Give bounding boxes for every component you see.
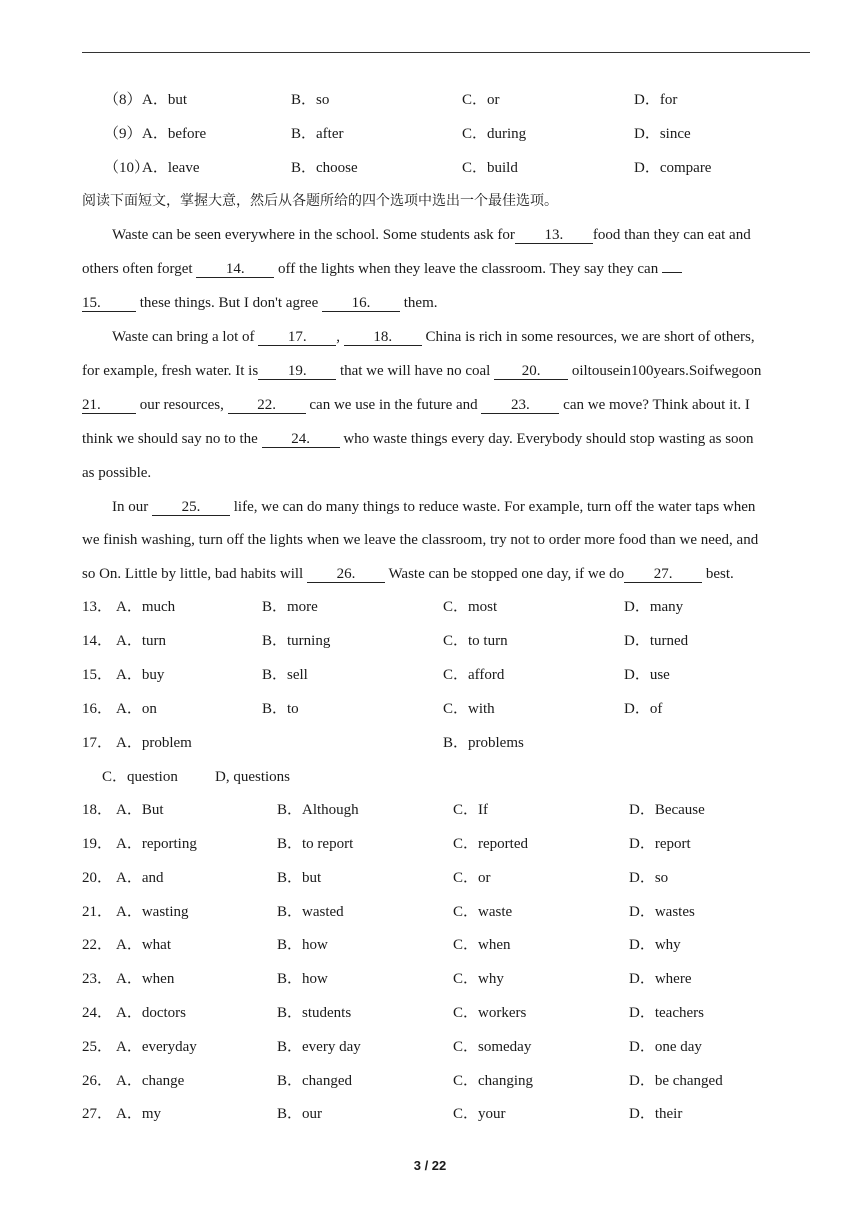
blank-15-start (662, 272, 682, 273)
option-b: B．our (277, 1106, 323, 1122)
question-number: 14． (82, 633, 113, 649)
passage-text: think we should say no to the (82, 431, 262, 447)
question-number: 26． (82, 1073, 113, 1089)
option-d: D．many (624, 599, 684, 615)
blank-21: 21. (82, 397, 136, 414)
option-d: D, questions (215, 769, 290, 785)
option-b: B．to (262, 701, 299, 717)
blank-22: 22. (228, 397, 306, 414)
option-d: D．for (634, 92, 678, 108)
passage-line (82, 259, 682, 279)
blank-18: 18. (344, 329, 422, 346)
header-rule (82, 52, 810, 53)
passage-text: these things. But I don't agree (136, 295, 322, 311)
option-c: C．question (102, 769, 178, 785)
option-a: A．leave (142, 160, 200, 176)
question-number: 23． (82, 971, 113, 987)
option-a: A．when (116, 971, 175, 987)
question-number: 15． (82, 667, 113, 683)
passage-text: can we move? Think about it. I (559, 397, 750, 413)
option-c: C．most (443, 599, 498, 615)
option-a: A．change (116, 1073, 185, 1089)
question-number: 21． (82, 904, 113, 920)
option-c: C．workers (453, 1005, 527, 1021)
option-a: A．and (116, 870, 164, 886)
option-c: C．afford (443, 667, 505, 683)
option-c: C．your (453, 1106, 506, 1122)
passage-text: who waste things every day. Everybody should stop wasting as soon (339, 431, 754, 447)
option-c: C．build (462, 160, 518, 176)
option-b: B．so (291, 92, 330, 108)
passage-text: others often forget (82, 261, 197, 277)
passage-text: best. (702, 566, 734, 582)
passage-line (112, 497, 755, 517)
option-d: D．where (629, 971, 692, 987)
question-number: 20． (82, 870, 113, 886)
passage-line (112, 225, 751, 245)
option-c: C．or (462, 92, 500, 108)
blank-13: 13. (515, 227, 593, 244)
option-b: B．wasted (277, 904, 344, 920)
option-d: D．since (634, 126, 691, 142)
option-a: A．turn (116, 633, 166, 649)
option-a: A．problem (116, 735, 192, 751)
option-number: （8） (104, 92, 142, 108)
passage-text: so On. Little by little, bad habits will (82, 566, 307, 582)
blank-27: 27. (624, 566, 702, 583)
question-number: 19． (82, 836, 113, 852)
passage-line (82, 361, 761, 381)
blank-15: 15. (82, 295, 136, 312)
passage-line (82, 293, 438, 313)
option-a: A．everyday (116, 1039, 197, 1055)
passage-text: can we use in the future and (305, 397, 482, 413)
passage-text: off the lights when they leave the classroom. They say they can (274, 261, 662, 277)
question-number: 18． (82, 802, 113, 818)
passage-text: Waste can bring a lot of (112, 329, 259, 345)
option-c: C．changing (453, 1073, 533, 1089)
passage-text: food than they can eat and (592, 227, 751, 243)
passage-text: China is rich in some resources, we are short of others, (421, 329, 755, 345)
passage-line: as possible. (82, 465, 152, 481)
option-c: C．someday (453, 1039, 532, 1055)
option-d: D．why (629, 937, 681, 953)
section-instruction: 阅读下面短文，掌握大意，然后从各题所给的四个选项中选出一个最佳选项。 (82, 193, 558, 209)
passage-text: oiltousein100years.Soifwegoon (568, 363, 762, 379)
passage-text: Waste can be seen everywhere in the school. Some students ask for (112, 227, 515, 243)
option-b: B．how (277, 937, 328, 953)
option-a: A．reporting (116, 836, 197, 852)
option-a: A．what (116, 937, 171, 953)
option-d: D．one day (629, 1039, 702, 1055)
option-a: A．doctors (116, 1005, 186, 1021)
option-d: D．compare (634, 160, 712, 176)
option-b: B．to report (277, 836, 354, 852)
option-c: C．to turn (443, 633, 508, 649)
blank-16: 16. (322, 295, 400, 312)
option-b: B．Although (277, 802, 359, 818)
option-b: B．problems (443, 735, 524, 751)
option-a: A．my (116, 1106, 162, 1122)
passage-line (112, 327, 755, 347)
option-b: B．students (277, 1005, 352, 1021)
option-number: （10） (104, 160, 150, 176)
passage-line (82, 395, 750, 415)
option-a: A．before (142, 126, 207, 142)
passage-text: Waste can be stopped one day, if we do (384, 566, 625, 582)
option-c: C．when (453, 937, 511, 953)
option-d: D．their (629, 1106, 683, 1122)
option-b: B．after (291, 126, 344, 142)
option-c: C．If (453, 802, 488, 818)
passage-text: life, we can do many things to reduce waste. For example, turn off the water taps when (230, 499, 756, 515)
option-b: B．turning (262, 633, 331, 649)
option-d: D．report (629, 836, 691, 852)
option-c: C．during (462, 126, 527, 142)
passage-text: for example, fresh water. It is (82, 363, 259, 379)
option-d: D．turned (624, 633, 689, 649)
option-a: A．buy (116, 667, 165, 683)
passage-text: them. (400, 295, 438, 311)
option-c: C．why (453, 971, 504, 987)
blank-17: 17. (258, 329, 336, 346)
blank-14: 14. (196, 261, 274, 278)
question-number: 22． (82, 937, 113, 953)
page-number: 3 / 22 (413, 1158, 447, 1173)
option-b: B．changed (277, 1073, 352, 1089)
passage-line (82, 564, 734, 584)
blank-20: 20. (494, 363, 568, 380)
blank-26: 26. (307, 566, 385, 583)
passage-text: our resources, (136, 397, 228, 413)
passage-text: In our (112, 499, 152, 515)
option-a: A．But (116, 802, 164, 818)
blank-23: 23. (481, 397, 559, 414)
option-b: B．more (262, 599, 318, 615)
question-number: 27． (82, 1106, 113, 1122)
passage-line: we finish washing, turn off the lights when we leave the classroom, try not to order more food than we need, and (82, 532, 759, 548)
option-a: A．but (142, 92, 188, 108)
blank-24: 24. (262, 431, 340, 448)
option-a: A．much (116, 599, 176, 615)
option-c: C．or (453, 870, 491, 886)
option-d: D．wastes (629, 904, 695, 920)
passage-text: that we will have no coal (336, 363, 495, 379)
passage-text: , (336, 329, 344, 345)
question-number: 16． (82, 701, 113, 717)
option-b: B．choose (291, 160, 358, 176)
option-b: B．how (277, 971, 328, 987)
option-d: D．of (624, 701, 663, 717)
option-b: B．every day (277, 1039, 361, 1055)
passage-line (82, 429, 754, 449)
blank-19: 19. (258, 363, 336, 380)
question-number: 13． (82, 599, 113, 615)
option-d: D．Because (629, 802, 705, 818)
option-number: （9） (104, 126, 142, 142)
question-number: 17． (82, 735, 113, 751)
option-d: D．so (629, 870, 669, 886)
option-d: D．teachers (629, 1005, 704, 1021)
option-c: C．waste (453, 904, 513, 920)
option-d: D．be changed (629, 1073, 723, 1089)
option-b: B．sell (262, 667, 308, 683)
option-c: C．reported (453, 836, 528, 852)
question-number: 25． (82, 1039, 113, 1055)
option-d: D．use (624, 667, 670, 683)
blank-25: 25. (152, 499, 230, 516)
option-c: C．with (443, 701, 495, 717)
option-a: A．on (116, 701, 157, 717)
question-number: 24． (82, 1005, 113, 1021)
option-a: A．wasting (116, 904, 189, 920)
option-b: B．but (277, 870, 322, 886)
